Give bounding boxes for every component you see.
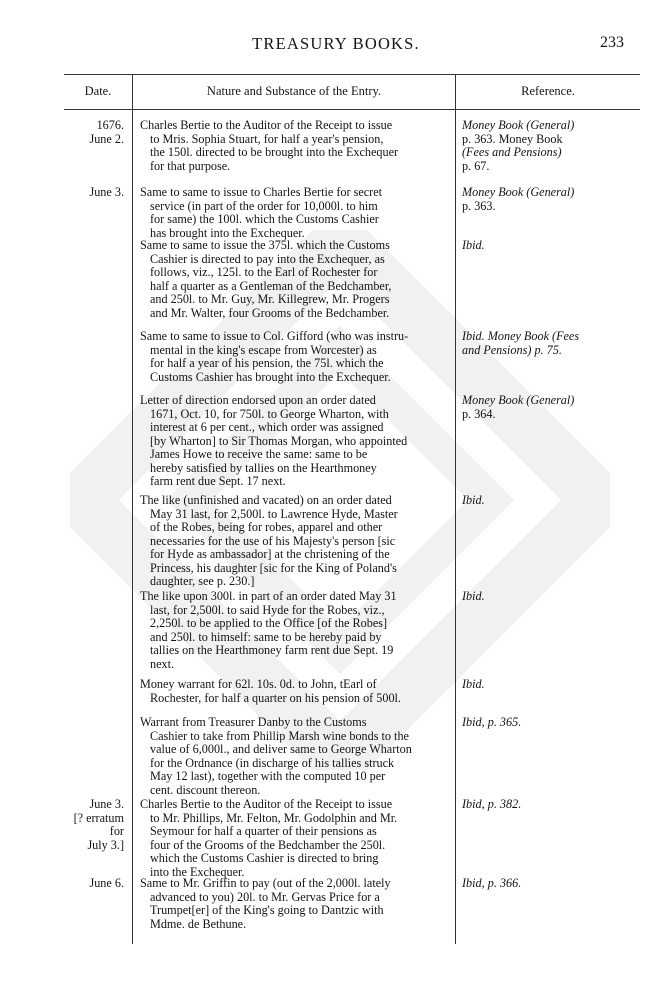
entry-nature-line: last, for 2,500l. to said Hyde for the Robes, viz., xyxy=(150,602,385,617)
entry-reference xyxy=(462,798,640,812)
entry-nature-line: Mdme. de Bethune. xyxy=(150,916,247,931)
entry-nature-line: Cashier to take from Phillip Marsh wine bonds to the xyxy=(150,728,409,743)
entry-reference xyxy=(462,590,640,604)
entry-nature-line: which the Customs Cashier is directed to bring xyxy=(150,851,379,865)
entry-nature-line: follows, viz., 125l. to the Earl of Rochester for xyxy=(150,265,378,279)
page-number: 233 xyxy=(600,34,624,51)
entry-nature-line: Money warrant for 62l. 10s. 0d. to John, tEarl of xyxy=(140,677,377,691)
entry-reference-line: Ibid. xyxy=(462,238,485,252)
date-column-divider xyxy=(132,74,133,944)
table-header-rule xyxy=(64,109,640,110)
entry-date-line: June 3. xyxy=(89,185,124,199)
entry-nature-line: for half a year of his pension, the 75l. which the xyxy=(150,356,384,370)
entry-nature xyxy=(140,494,452,589)
entry-nature xyxy=(140,798,452,879)
entry-nature-line: Letter of direction endorsed upon an order dated xyxy=(140,393,376,407)
column-header-date: Date. xyxy=(84,84,112,98)
entry-nature-line: to Mris. Sophia Stuart, for half a year's pension, xyxy=(150,131,384,146)
entry-nature-line: 1671, Oct. 10, for 750l. to George Wharton, with xyxy=(150,406,389,421)
entry-reference-line: and Pensions) p. 75. xyxy=(462,342,562,357)
entry-reference-line: Money Book (General) xyxy=(462,185,575,199)
entry-nature-line: has brought into the Exchequer. xyxy=(150,225,305,240)
entry-reference-line: Money Book (General) xyxy=(462,118,575,132)
entries-table xyxy=(64,74,640,944)
entry-nature-line: The like (unfinished and vacated) on an order dated xyxy=(140,493,392,507)
entry-nature-line: four of the Grooms of the Bedchamber the 250l. xyxy=(150,837,386,852)
entry-nature-line: half a quarter as a Gentleman of the Bedchamber, xyxy=(150,278,392,293)
entry-reference xyxy=(462,239,640,253)
entry-date-line: [? erratum xyxy=(73,810,124,825)
entry-reference-line: p. 363. Money Book xyxy=(462,131,563,146)
entry-nature-line: The like upon 300l. in part of an order dated May 31 xyxy=(140,589,397,603)
entry-nature-line: value of 6,000l., and deliver same to George Wharton xyxy=(150,742,412,756)
entry-nature-line: May 31 last, for 2,500l. to Lawrence Hyde, Master xyxy=(150,506,398,521)
table-top-rule xyxy=(64,74,640,75)
entry-nature-line: necessaries for the use of his Majesty's person [sic xyxy=(150,533,396,548)
entry-date xyxy=(64,798,124,852)
entry-nature xyxy=(140,590,452,671)
entry-nature-line: hereby satisfied by tallies on the Hearthmoney xyxy=(150,460,377,475)
entry-nature-line: Same to same to issue to Col. Gifford (who was instru- xyxy=(140,329,409,343)
column-header-reference: Reference. xyxy=(521,84,575,98)
entry-nature xyxy=(140,678,452,705)
entry-reference-line: p. 363. xyxy=(462,198,496,213)
entry-nature xyxy=(140,394,452,489)
entry-date xyxy=(64,877,124,891)
entry-reference-line: p. 364. xyxy=(462,406,496,421)
entry-reference-line: Ibid, p. 366. xyxy=(462,876,522,890)
entry-nature-line: to Mr. Phillips, Mr. Felton, Mr. Godolphin and Mr. xyxy=(150,810,398,825)
entry-nature-line: and Mr. Walter, four Grooms of the Bedchamber. xyxy=(150,305,390,320)
entry-nature-line: for same) the 100l. which the Customs Cashier xyxy=(150,212,379,226)
entry-nature xyxy=(140,716,452,797)
entry-reference xyxy=(462,494,640,508)
entry-date xyxy=(64,186,124,200)
entry-reference-line: Ibid. xyxy=(462,493,485,507)
entry-reference xyxy=(462,330,640,357)
entry-nature-line: Princess, his daughter [sic for the King of Poland's xyxy=(150,560,397,575)
entry-nature-line: mental in the king's escape from Worcester) as xyxy=(150,342,377,357)
entry-nature-line: Warrant from Treasurer Danby to the Customs xyxy=(140,715,367,729)
entry-nature xyxy=(140,239,452,320)
entry-nature-line: [by Wharton] to Sir Thomas Morgan, who appointed xyxy=(150,433,408,448)
entry-nature-line: interest at 6 per cent., which order was assigned xyxy=(150,420,384,434)
entry-reference xyxy=(462,394,640,421)
entry-nature-line: Seymour for half a quarter of their pensions as xyxy=(150,824,377,838)
entry-reference-line: Ibid, p. 365. xyxy=(462,715,522,729)
entry-nature-line: and 250l. to himself: same to be hereby paid by xyxy=(150,629,382,644)
entry-nature-line: for the Ordnance (in discharge of his tallies struck xyxy=(150,755,395,770)
entry-nature-line: Same to same to issue to Charles Bertie for secret xyxy=(140,185,382,199)
entry-reference xyxy=(462,119,640,173)
entry-nature-line: into the Exchequer. xyxy=(150,864,245,879)
entry-nature-line: for that purpose. xyxy=(150,158,231,173)
reference-column-divider xyxy=(455,74,456,944)
entry-reference xyxy=(462,716,640,730)
entry-date-line: 1676. xyxy=(96,118,124,132)
entry-date xyxy=(64,119,124,146)
entry-nature-line: cent. discount thereon. xyxy=(150,782,261,797)
entry-nature-line: Rochester, for half a quarter on his pension of 500l. xyxy=(150,690,401,705)
entry-nature-line: Cashier is directed to pay into the Exchequer, as xyxy=(150,251,385,266)
entry-nature-line: Trumpet[er] of the King's going to Dantzic with xyxy=(150,903,384,917)
entry-nature-line: 2,250l. to be applied to the Office [of the Robes] xyxy=(150,616,388,630)
entry-date-line: June 2. xyxy=(89,131,124,146)
entry-nature-line: advanced to you) 20l. to Mr. Gervas Price for a xyxy=(150,889,380,904)
entry-reference-line: p. 67. xyxy=(462,158,490,173)
entry-nature-line: and 250l. to Mr. Guy, Mr. Killegrew, Mr. Progers xyxy=(150,292,390,306)
entry-nature-line: for Hyde as ambassador] at the christening of the xyxy=(150,547,390,561)
entry-date-line: for xyxy=(109,824,124,838)
entry-date-line: June 3. xyxy=(89,797,124,811)
entry-reference-line: Ibid, p. 382. xyxy=(462,797,522,811)
entry-reference-line: (Fees and Pensions) xyxy=(462,145,562,159)
entry-nature-line: Same to same to issue the 375l. which the Customs xyxy=(140,238,390,252)
entry-reference-line: Money Book (General) xyxy=(462,393,575,407)
entry-nature-line: Customs Cashier has brought into the Exchequer. xyxy=(150,369,391,384)
entry-date-line: June 6. xyxy=(89,876,124,890)
entry-nature-line: James Howe to receive the same: same to be xyxy=(150,447,368,461)
entry-reference-line: Ibid. xyxy=(462,589,485,603)
entry-nature-line: service (in part of the order for 10,000l. to him xyxy=(150,198,378,213)
column-header-nature: Nature and Substance of the Entry. xyxy=(206,84,382,98)
entry-reference xyxy=(462,678,640,692)
entry-nature-line: May 12 last), together with the computed 10 per xyxy=(150,769,386,783)
entry-date-line: July 3.] xyxy=(87,837,124,852)
entry-nature-line: Charles Bertie to the Auditor of the Receipt to issue xyxy=(140,118,393,132)
entry-nature xyxy=(140,119,452,173)
entry-nature-line: Charles Bertie to the Auditor of the Receipt to issue xyxy=(140,797,393,811)
entry-nature-line: Same to Mr. Griffin to pay (out of the 2,000l. lately xyxy=(140,876,391,890)
page-header xyxy=(0,34,672,58)
entry-reference-line: Ibid. Money Book (Fees xyxy=(462,329,580,343)
entry-nature xyxy=(140,330,452,384)
entry-nature xyxy=(140,186,452,240)
entry-reference-line: Ibid. xyxy=(462,677,485,691)
entry-nature-line: of the Robes, being for robes, apparel and other xyxy=(150,520,383,534)
entry-nature xyxy=(140,877,452,931)
running-title: TREASURY BOOKS. xyxy=(252,34,420,53)
entry-nature-line: daughter, see p. 230.] xyxy=(150,574,255,588)
entry-reference xyxy=(462,186,640,213)
entry-nature-line: next. xyxy=(150,656,175,671)
entry-nature-line: the 150l. directed to be brought into the Exchequer xyxy=(150,145,399,159)
entry-reference xyxy=(462,877,640,891)
entry-nature-line: tallies on the Hearthmoney farm rent due Sept. 19 xyxy=(150,643,394,657)
entry-nature-line: farm rent due Sept. 17 next. xyxy=(150,474,286,488)
